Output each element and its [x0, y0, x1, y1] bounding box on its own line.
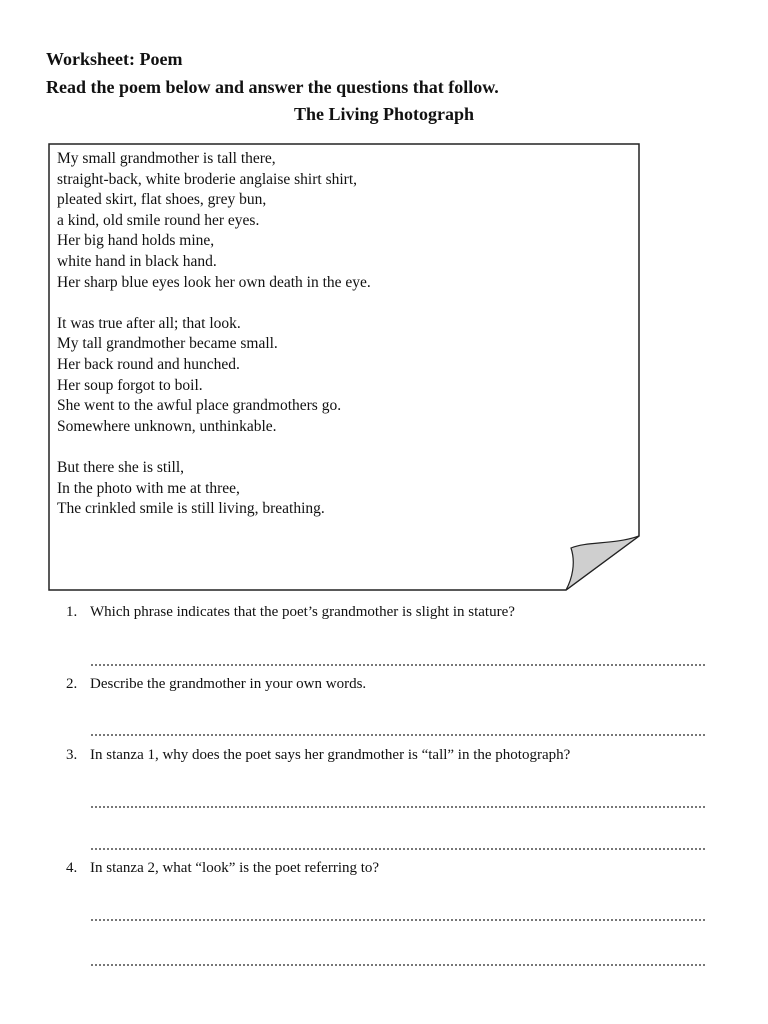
question-2: [66, 676, 366, 693]
answer-line[interactable]: [91, 838, 705, 850]
stanza-1: [57, 149, 627, 293]
answer-line[interactable]: [91, 654, 705, 666]
poem-line: The crinkled smile is still living, breathing.: [57, 500, 325, 518]
question-text: In stanza 2, what “look” is the poet referring to?: [90, 860, 380, 876]
poem-box: [48, 143, 640, 591]
question-text: In stanza 1, why does the poet says her grandmother is “tall” in the photograph?: [90, 747, 571, 763]
question-number: 1.: [66, 604, 78, 620]
poem-line: My small grandmother is tall there,: [57, 150, 276, 167]
poem-title-text: The Living Photograph: [293, 104, 475, 124]
poem-title: [0, 103, 768, 125]
answer-line[interactable]: [91, 954, 705, 966]
question-3: [66, 747, 570, 764]
stanza-2: [57, 314, 627, 438]
question-number: 3.: [66, 747, 78, 763]
poem-line: In the photo with me at three,: [57, 479, 240, 497]
poem-text: [57, 149, 627, 540]
poem-line: pleated skirt, flat shoes, grey bun,: [57, 191, 267, 209]
question-4: [66, 860, 379, 877]
question-1: [66, 604, 515, 621]
poem-line: It was true after all; that look.: [57, 314, 241, 332]
answer-line[interactable]: [91, 796, 705, 808]
question-text: Describe the grandmother in your own words.: [90, 676, 367, 692]
answer-line[interactable]: [91, 724, 705, 736]
poem-line: Somewhere unknown, unthinkable.: [57, 417, 277, 435]
poem-line: But there she is still,: [57, 458, 185, 476]
question-text: Which phrase indicates that the poet’s grandmother is slight in stature?: [90, 604, 515, 620]
instruction-text: Read the poem below and answer the questions that follow.: [46, 77, 499, 97]
stanza-3: [57, 458, 627, 520]
poem-line: Her back round and hunched.: [57, 355, 240, 373]
question-number: 2.: [66, 676, 78, 692]
poem-line: Her soup forgot to boil.: [57, 376, 203, 394]
poem-line: She went to the awful place grandmothers go.: [57, 397, 342, 415]
poem-line: white hand in black hand.: [57, 252, 217, 270]
poem-line: a kind, old smile round her eyes.: [57, 211, 260, 229]
answer-line[interactable]: [91, 909, 705, 921]
question-number: 4.: [66, 860, 78, 876]
poem-line: My tall grandmother became small.: [57, 335, 278, 353]
worksheet-title: Worksheet: Poem: [46, 49, 183, 69]
poem-line: Her sharp blue eyes look her own death in the eye.: [57, 273, 371, 291]
poem-line: Her big hand holds mine,: [57, 232, 215, 250]
poem-line: straight-back, white broderie anglaise shirt shirt,: [57, 170, 358, 188]
